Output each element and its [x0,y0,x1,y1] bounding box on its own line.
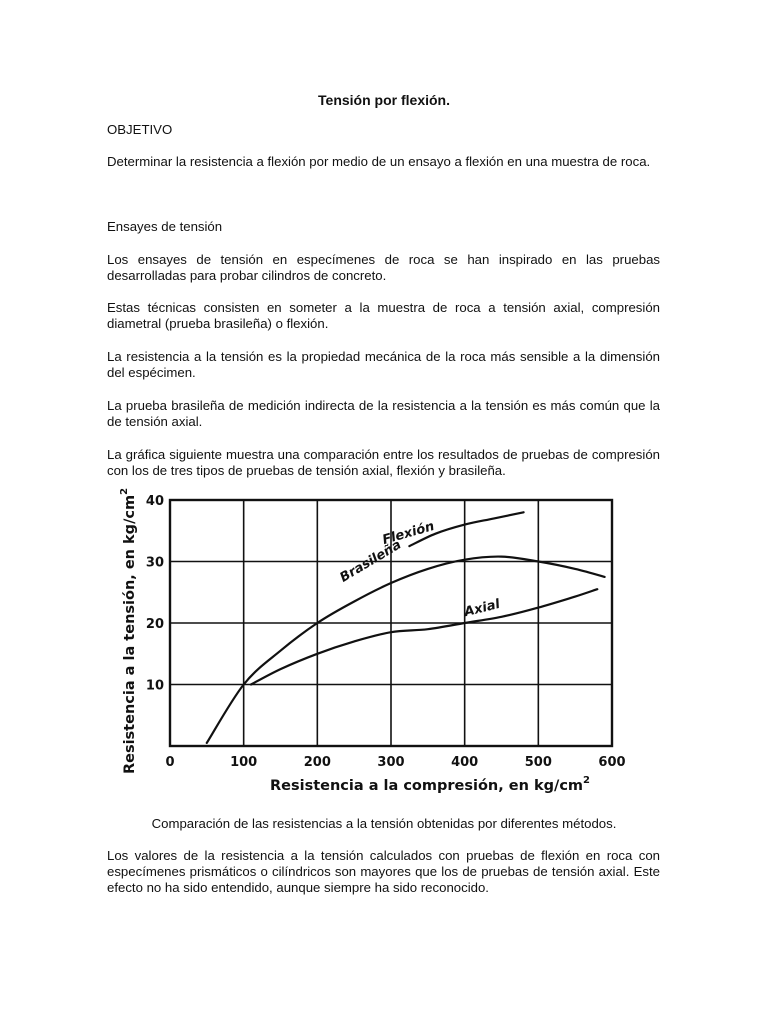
y-tick-label: 40 [145,494,164,509]
series-line-axial [251,589,597,684]
series-label-flexion: Flexión [380,518,437,549]
x-tick-label: 200 [303,755,331,770]
tension-chart [112,487,626,806]
chart-svg [112,487,626,806]
y-tick-label: 20 [145,617,164,632]
series-label-brasilena: Brasileña [337,537,405,586]
x-tick-label: 100 [230,755,258,770]
paragraph-6: Los valores de la resistencia a la tensión calculados con pruebas de flexión en roca con especímenes prismáticos o cilíndricos son mayores que los de pruebas de tensión axial. Este efecto no ha sido entendido, aunque siempre ha sido reconocido. [107,848,660,895]
y-axis-label [119,488,138,774]
objective-text: Determinar la resistencia a flexión por medio de un ensayo a flexión en una muestra de roca. [107,154,651,169]
document-title: Tensión por flexión. [318,92,450,108]
y-axis-label-sup: 2 [119,487,130,495]
x-tick-label: 600 [598,755,626,770]
series-line-brasilena [207,557,605,743]
chart-series [207,512,605,743]
paragraph-3: La resistencia a la tensión es la propiedad mecánica de la roca más sensible a la dimensión del espécimen. [107,349,660,380]
paragraph-4: La prueba brasileña de medición indirecta de la resistencia a la tensión es más común que la de tensión axial. [107,398,660,429]
x-tick-label: 300 [377,755,405,770]
paragraph-1: Los ensayes de tensión en especímenes de roca se han inspirado en las pruebas desarrolladas para probar cilindros de concreto. [107,252,660,283]
x-tick-label: 0 [165,755,175,770]
x-axis-label-text: Resistencia a la compresión, en kg/cm [269,778,584,794]
y-axis-label-text: Resistencia a la tensión, en kg/cm [122,494,138,775]
paragraph-2: Estas técnicas consisten en someter a la muestra de roca a tensión axial, compresión diametral (prueba brasileña) o flexión. [107,300,660,331]
x-axis-label-sup: 2 [583,775,591,786]
chart-caption: Comparación de las resistencias a la tensión obtenidas por diferentes métodos. [151,816,617,831]
series-label-axial: Axial [462,596,502,621]
x-tick-label: 400 [451,755,479,770]
x-axis-label [270,775,590,794]
paragraph-5: La gráfica siguiente muestra una comparación entre los resultados de pruebas de compresión con los de tres tipos de pruebas de tensión axial, flexión y brasileña. [107,447,660,478]
x-tick-label: 500 [524,755,552,770]
objective-heading: OBJETIVO [107,122,173,137]
y-tick-label: 30 [145,555,164,571]
y-tick-label: 10 [145,678,164,694]
section-heading: Ensayes de tensión [107,219,223,234]
